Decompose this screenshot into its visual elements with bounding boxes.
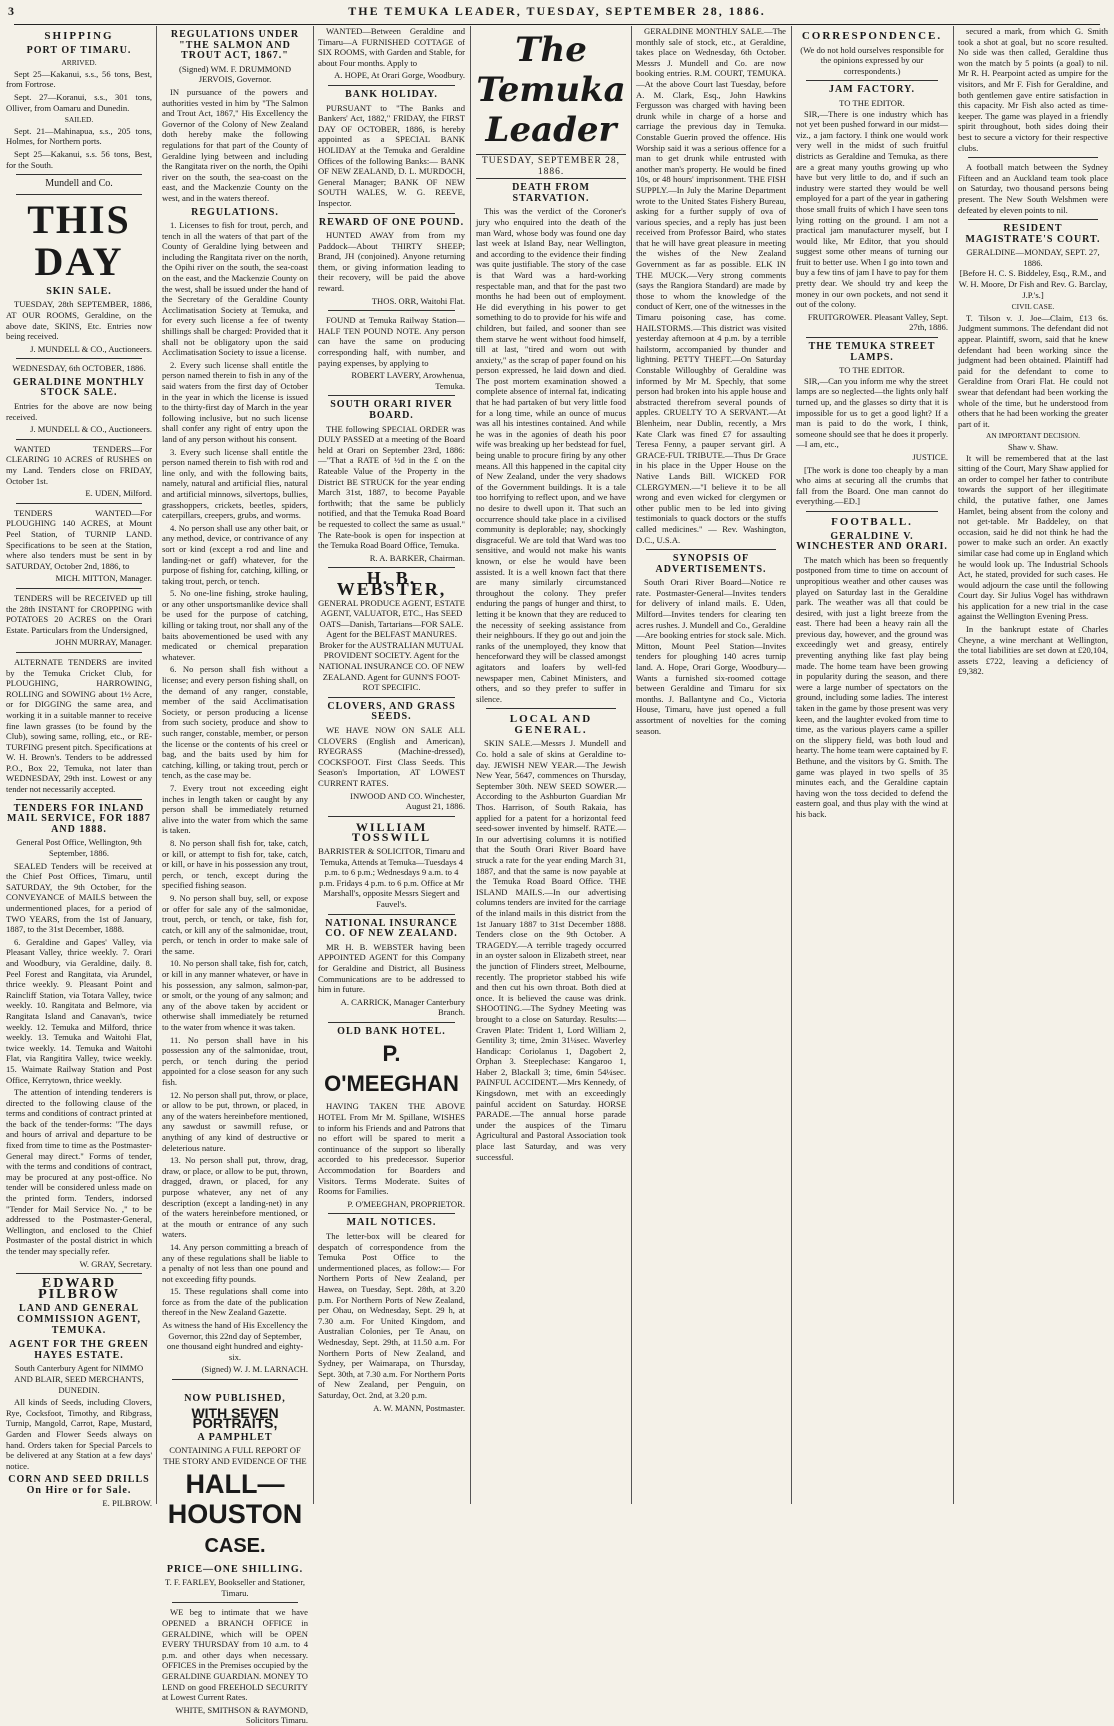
column-rule xyxy=(156,26,157,1504)
column-rule xyxy=(313,26,314,1504)
signature: W. GRAY, Secretary. xyxy=(79,1258,152,1269)
pilbrow-name: EDWARD PILBROW xyxy=(38,1276,120,1302)
rm-court-date: GERALDINE—MONDAY, SEPT. 27, 1886. xyxy=(966,247,1100,268)
omeeghan-heading: P. O'MEEGHAN xyxy=(324,1041,459,1097)
webster-heading: H. B. WEBSTER, xyxy=(336,568,447,599)
football-text-continued: A football match between the Sydney Fifteen and an Auckland team took place on Saturday, two thousand persons being present. The New South Welshmen were defeated by eleven points to nil. xyxy=(958,162,1108,215)
lamps-text: SIR,—Can you inform me why the street lamps are so neglected—the lights only half turned up, and the glasses so dirty that it is impossible for us to get a good light? If a man is paid to do the work, I think, someone should see that he does it properly.—I am, etc., xyxy=(796,375,948,450)
tosswill-text: BARRISTER & SOLICITOR, Timaru and Temuka, Attends at Temuka—Tuesdays 4 p.m. to 6 p.m.; Wednesdays 9 a.m. to 4 p.m. Fridays 4 p.m. to 6 p.m. Office at Mr Marshall's, opposite Messrs Siegert and Fauvel's. xyxy=(318,845,465,909)
decision-label: AN IMPORTANT DECISION. xyxy=(985,431,1081,441)
divider xyxy=(328,1022,455,1023)
signature: A. CARRICK, Manager Canterbury Branch. xyxy=(340,996,465,1018)
column-5 xyxy=(636,26,786,1506)
signature: A. HOPE, At Orari Gorge, Woodbury. xyxy=(334,70,465,81)
column-7 xyxy=(958,26,1108,1506)
divider xyxy=(16,503,142,504)
signature: R. A. BARKER, Chairman. xyxy=(369,552,465,563)
bank-holiday-heading: BANK HOLIDAY. xyxy=(345,88,438,100)
signature: MICH. MITTON, Manager. xyxy=(55,573,152,584)
now-published: NOW PUBLISHED, xyxy=(184,1393,286,1405)
jam-text: SIR,—There is one industry which has not yet been pushed forward in our midst—viz., a jam factory. I think one would work very well in the midst of such fruitful districts as Geraldine and Temuka, as there are a great many youths growing up who have but very little to do, and if such an industry were started they would be well employed for a part of the year in gathering those small fruits of which I have seen tons lying rotting on the ground. I am not a practical jam manufacturer myself, but I would like, Mr Editor, that you should suggest some other means of turning our fruit to better use. When I go into town and buy a few tins of jam I have to pay for them pretty dear. We should try and keep the money in our own pockets, and not send it out of the colony. xyxy=(796,108,948,310)
column-3 xyxy=(318,26,465,1506)
pamphlet-heading: A PAMPHLET xyxy=(197,1431,273,1443)
arrived-label: ARRIVED. xyxy=(61,58,97,68)
divider xyxy=(16,439,142,440)
jam-heading: JAM FACTORY. xyxy=(829,84,915,96)
column-rule xyxy=(953,26,954,1504)
match-heading: GERALDINE V. WINCHESTER AND ORARI. xyxy=(796,530,948,553)
wanted-notice: WANTED—Between Geraldine and Timaru—A FURNISHED COTTAGE of SIX ROOMS, with Garden and Stable, for about Four months. Apply to xyxy=(318,26,465,68)
divider xyxy=(16,174,142,175)
divider xyxy=(328,395,455,396)
signed-line: (Signed) WM. F. DRUMMOND JERVOIS, Governor. xyxy=(178,63,292,85)
signature: ROBERT LAVERY, Arowhenua, Temuka. xyxy=(351,370,465,391)
witness: As witness the hand of His Excellency the Governor, this 22nd day of September, one thousand eight hundred and eighty-six. xyxy=(162,1320,308,1362)
decision-subtitle: Shaw v. Shaw. xyxy=(1008,441,1058,452)
tosswill-heading: WILLIAM TOSSWILL xyxy=(351,819,432,845)
this-day-heading: THIS DAY xyxy=(27,196,131,284)
signature: E. UDEN, Milford. xyxy=(85,488,152,499)
regulation: 15. These regulations shall come into force as from the date of the publication thereof in the New Zealand Gazette. xyxy=(162,1286,308,1318)
tender-notice: TENDERS will be RECEIVED up till the 28th INSTANT for CROPPING with POTATOES 20 ACRES on the Orari Estate. Particulars from the Undersigned, xyxy=(6,592,152,635)
regulation: 8. No person shall fish for, take, catch, or kill, or attempt to fish for, take, catch, or kill, or have in his possession any trout, perch, or tench, except during the specified fishing season. xyxy=(162,837,308,891)
column-1 xyxy=(6,26,152,1509)
editorial-dateline: TUESDAY, SEPTEMBER 28, 1886. xyxy=(476,154,626,179)
starvation-heading: DEATH FROM STARVATION. xyxy=(512,182,590,204)
date-line: WEDNESDAY, 6th OCTOBER, 1886. xyxy=(12,363,146,374)
signature: JOHN MURRAY, Manager. xyxy=(55,637,152,648)
synopsis-heading: SYNOPSIS OF ADVERTISEMENTS. xyxy=(655,553,767,575)
signature: P. O'MEEGHAN, PROPRIETOR. xyxy=(347,1198,465,1209)
regulation: 5. No one-line fishing, stroke hauling, or any other unsportsmanlike device shall be used for the purpose of catching, killing or taking trout, nor shall any of the baits abovementioned be used with any medicated or chemical preparation whatever. xyxy=(162,588,308,662)
regulations-intro: IN pursuance of the powers and authorities vested in him by "The Salmon and Trout Act, 1867," His Excellency the Governor of the Colony of New Zealand doth hereby make the following regulations for that part of the County of Geraldine lying between and including the Rangitata river on the north, the Opihi river on the south, the sea-coast on the east, and the Mackenzie County on the west, and in the waters thereof. xyxy=(162,86,308,203)
regulation: 7. Every trout not exceeding eight inches in length taken or caught by any person shall be immediately returned alive into the water from which the same is taken. xyxy=(162,782,308,836)
divider xyxy=(968,219,1098,220)
football-heading: FOOTBALL. xyxy=(831,515,913,528)
to-editor: TO THE EDITOR. xyxy=(839,97,905,108)
divider xyxy=(806,511,938,512)
divider xyxy=(16,1273,142,1274)
football-text: The match which has been so frequently postponed from time to time on account of unpropitious weather and other causes was played on Saturday last in the Geraldine park. The weather was all that could be desired, with just a light breeze from the east. There had been a heavy rain all the previous day, however, and the ground was exceedingly wet and greasy, entirely preventing anything like fast play being made. The home team have been growing in popularity during the season, and there were a large number of spectators on the ground, including some ladies. The interest taken in the game by those present was very keen, and the laughter evoked from time to time, as the various players came a spiller on the slippery field, was both loud and hearty. The home team were captained by F. Bethune, and the visitors by G. Smith. The game was played in two spells of 35 minutes each, and the Geraldine captain having won the toss decided to defend the eastern goal, and thus play with the wind at his back. xyxy=(796,554,948,819)
rm-court-heading: RESIDENT MAGISTRATE'S COURT. xyxy=(965,223,1101,245)
signature: THOS. ORR, Waitohi Flat. xyxy=(371,295,465,306)
departure: Sept. 21—Mahinapua, s.s., 205 tons, Holmes, for Northern ports. xyxy=(6,125,152,147)
arrival: Sept 25—Kakanui, s.s., 56 tons, Best, from Fortrose. xyxy=(6,68,152,90)
masthead-title: THE TEMUKA LEADER, TUESDAY, SEPTEMBER 28, 1886. xyxy=(348,4,766,18)
shipping-heading: SHIPPING xyxy=(44,30,114,42)
mail-text: SEALED Tenders will be received at the Chief Post Offices, Timaru, until SATURDAY, the 9th October, for the CONVEYANCE of MAILS between the undermentioned places, for a period of TWO YEARS, from the 1st of January, 1887, to the 31st December, 1888. xyxy=(6,860,152,935)
regulation: 1. Licenses to fish for trout, perch, and tench in all the waters of that part of the County of Geraldine lying between and including the Rangitata river on the north, the Opihi river on the south, the sea-coast on the east, and the Mackenzie County on the west, shall be issued under the hand of the Secretary of the Geraldine County Acclimatisation Society at Temuka, and for every such license a fee of twenty shillings shall be charged: Provided that it shall not be obligatory upon the said Acclimatisation Society to issue a license. xyxy=(162,220,308,358)
regulation: 2. Every such license shall entitle the person named therein to fish in any of the said waters from the first day of October in the year in which the license is issued to the thirty-first day of March in the year following inclusive, but no such license shall confer any right of entry upon the land of any person without his consent. xyxy=(162,359,308,444)
starvation-text: This was the verdict of the Coroner's jury who enquired into the death of the man Ward, whose body was found one day last week at Island Bay, near Wellington, and according to the evidence their finding was quite justifiable. The story of the case is that Ward was a hard-working respectable man, and that for the past two months he had been out of employment. He did everything in his power to get something to do to provide for his wife and children, but failed, and sooner than see them starve he went without food himself, till at last, "tired and worn out with anxiety," as the scrap of paper found on his person expressed, he laid down and died. The post mortem examination showed a complete absence of internal fat, indicating that he had partaken of but very little food for a long time, while an ounce of mucus was all his intestines contained. And while he was in the agonies of death his poor wife was breaking up her bedstead for fuel, being unable to procure firing by any other means. All this happened in the capital city of New Zealand, under the very shadows of the Government buildings. It is a tale too horrifying to reflect upon, and we have no desire to dwell upon it. That such an occurrence should take place in a civilised community is deplorable; nay, shockingly disgraceful. We are told that Ward was too sensitive, and would not make his wants known, or else he would have been assisted. It is a well known fact that there are many similarly circumstanced throughout the colony. They prefer enduring the pangs of hunger and thirst, to letting it be known that they are reduced to the necessity of seeking assistance from their neighbours. If they go out and join the ranks of the unemployed, they know that henceforward they will be classed amongst agitators and loafers by well-fed newspaper men, Cabinet Ministers, and others, and so they prefer to suffer in silence. xyxy=(476,206,626,704)
paper-title: The Temuka Leader xyxy=(476,30,626,150)
lamps-heading: THE TEMUKA STREET LAMPS. xyxy=(808,341,936,363)
divider xyxy=(806,80,938,81)
signature: (Signed) W. J. M. LARNACH. xyxy=(201,1364,308,1375)
mail-routes: 6. Geraldine and Gapes' Valley, via Pleasant Valley, thrice weekly. 7. Orari and Woodbury, via Geraldine, daily. 8. Peel Forest and Rangitata, via Arundel, thrice weekly. 9. Pleasant Point and Raincliff Station, via Totara Valley, twice weekly. 10. Rangitata and Belmore, via Rangitata Island and Canavan's, twice weekly. 12. Temuka and Milford, thrice weekly. 13. Temuka and Waitohi Flat, twice weekly. 14. Temuka and Waitohi Flat, via Rangitira Valley, twice weekly. 15. Waimate Railway Station and Post Office, Kerrytown, thrice weekly. xyxy=(6,936,152,1085)
synopsis-text: South Orari River Board—Notice re rate. Postmaster-General—Invites tenders for delivery of inland mails. E. Uden, Milford—Invites tenders for clearing ten acres rushes. J. Mundell and Co., Geraldine—Are booking entries for stock sale. Mich. Mitton, Mount Peel Station—Invites tenders for ploughing 140 acres turnip land. A. Hope, Orari Gorge, Woodbury—Wants a furnished six-roomed cottage between Geraldine and Timaru for six months. J. Ballantyne and Co., Victoria House, Timaru, have just opened a full assortment of novelties for the coming season. xyxy=(636,577,786,736)
divider xyxy=(16,358,142,359)
pilbrow-agent: AGENT FOR THE GREEN HAYES ESTATE. xyxy=(9,1339,149,1361)
column-6 xyxy=(796,26,948,1506)
signature: J. MUNDELL & CO., Auctioneers. xyxy=(30,343,152,354)
column-rule xyxy=(470,26,471,1504)
signature: JUSTICE. xyxy=(912,451,948,462)
divider xyxy=(328,213,455,214)
divider xyxy=(16,799,142,800)
clovers-text: WE HAVE NOW ON SALE ALL CLOVERS (English and American), RYEGRASS (Machine-dressed), COCKSFOOT. First Class Seeds. This Season's Importation, AT LOWEST CURRENT RATES. xyxy=(318,725,465,788)
local-text: SKIN SALE.—Messrs J. Mundell and Co. hold a sale of skins at Geraldine to-day. JEWISH NEW YEAR.—The Jewish New Year, 5647, commences on Thursday, September 30th. NEW SEED SOWER.—According to the Ashburton Guardian Mr Thos. Harrison, of South Rakaia, has applied for a patent for a horizontal feed seed-sower invented by himself. RATE.—In our advertising columns it is notified that the South Orari River Board have struck a rate for the year ending March 31, 1887, and that the same is now payable at the Temuka Road Board Office. THE ISLAND MAILS.—In our advertising columns tenders are invited for the carriage of the inland mails in this district from the 1st January 1887 to 31st December 1888. Tenders close on the 9th October. A TRAGEDY.—A terrible tragedy occurred in an oyster saloon in Elizabeth street, near the junction of Flinders street, Melbourne, recently. The proprietor stabbed his wife and then cut his own throat. Both died at once. It is believed the cause was drink. SHOOTING.—The Sydney Meeting was brought to a close on Saturday. Results:—Craven Plate: Trident 1, Lord William 2, Gentility 3; time, 2min 31¼sec. Waverley Handicap: Coriolanus 1, Dagobert 2, Orphan 3. Steeplechase: Kangaroo 1, Haber 2, Blackall 3; time, 6min 54¼sec. PAINFUL ACCIDENT.—Mrs Kennedy, of Kingsdown, met with an exceedingly painful accident on Saturday. HORSE PARADE.—The annual horse parade under the auspices of the Timaru Agricultural and Pastoral Association took place last Saturday, and was very successful. xyxy=(476,738,626,1162)
webster-text: GENERAL PRODUCE AGENT, ESTATE AGENT, VALUATOR, ETC., Has SEED OATS—Danish, Tartarians—FOR SALE. Agent for the BELFAST MANURES. Broker for the AUSTRALIAN MUTUAL PROVIDENT SOCIETY. Agent for the NATIONAL INSURANCE CO. OF NEW ZEALAND. Agent for GUNN'S FOOT-ROT SPECIFIC. xyxy=(318,597,465,693)
divider xyxy=(172,1602,298,1603)
signature: INWOOD AND CO. Winchester, August 21, 1886. xyxy=(350,790,465,812)
divider xyxy=(328,914,455,915)
reward-heading: REWARD OF ONE POUND. xyxy=(318,216,465,228)
to-editor: TO THE EDITOR. xyxy=(839,365,905,376)
insurance-heading: NATIONAL INSURANCE CO. OF NEW ZEALAND. xyxy=(325,917,458,940)
masthead xyxy=(0,0,1114,22)
divider xyxy=(968,157,1098,158)
stock-sale-text: Entries for the above are now being received. xyxy=(6,401,152,422)
regulations-heading: REGULATIONS UNDER "THE SALMON AND TROUT ACT, 1867." xyxy=(170,29,300,62)
divider xyxy=(328,85,455,86)
regulation: 13. No person shall put, throw, drag, draw, or place, or allow to be put, thrown, dragged, drawn, or placed, for any purpose whatever, any net of any description (except a landing-net) in any of the waters hereinbefore mentioned, or at the mouth or entrance of any such waters. xyxy=(162,1155,308,1240)
regulation: 12. No person shall put, throw, or place, or allow to be put, thrown, or placed, in any of the waters hereinbefore mentioned, any sawdust or sawmill refuse, or anything of any kind of destructive or deleterious nature. xyxy=(162,1089,308,1153)
divider xyxy=(328,697,455,698)
signature: A. W. MANN, Postmaster. xyxy=(373,1402,465,1413)
regulation: 4. No person shall use any other bait, or any method, device, or contrivance of any sort or kind (except a rod and line and landing-net or gaff) whatever, for the purpose of fishing for, catching, killing, or taking trout, perch, or tench. xyxy=(162,522,308,586)
found-notice: FOUND at Temuka Railway Station—HALF TEN POUND NOTE. Any person can have the same on producing corresponding half, with number, and paying expenses, by applying to xyxy=(318,315,465,368)
tender-notice: TENDERS WANTED—For PLOUGHING 140 ACRES, at Mount Peel Station, of TURNIP LAND. Specifications to be seen at the Station, where also tenders must be sent in by SATURDAY, October 2nd, 1886, to xyxy=(6,507,152,571)
hotel-text: HAVING TAKEN THE ABOVE HOTEL From Mr M. Spillane, WISHES to inform his Friends and and Patrons that no effort will be spared to merit a continuance of the support so liberally accorded to his predecessor. Superior Accommodation for Boarders and Visitors. Terms Moderate. Suites of Rooms for Families. xyxy=(318,1101,465,1197)
port-heading: PORT OF TIMARU. xyxy=(26,44,132,56)
regulation: 10. No person shall take, fish for, catch, or kill in any manner whatever, or have in his possession, any salmon, salmon-par, or smolt, or the young of any salmon; and any of the above taken by accident or otherwise shall immediately be returned to the water from whence it was taken. xyxy=(162,958,308,1033)
mail-notices-heading: MAIL NOTICES. xyxy=(346,1217,437,1229)
regulation: 3. Every such license shall entitle the person named therein to fish with rod and line only, and with the following baits, namely, natural and artificial flies, natural and artificial minnows, silvertops, bullies, grasshoppers, crickets, beetles, spiders, caterpillars, creepers, grubs, and worms. xyxy=(162,446,308,521)
firm-name: Mundell and Co. xyxy=(45,178,113,190)
insurance-text: MR H. B. WEBSTER having been APPOINTED AGENT for this Company for Geraldine and District, all Business Communications are to be addressed to him in future. xyxy=(318,941,465,995)
reward-text: HUNTED AWAY from from my Paddock—About THIRTY SHEEP; Brand, JH (conjoined). Anyone returning them, or giving information leading to their recovery, will be paid the above reward. xyxy=(318,230,465,294)
mail-office: General Post Office, Wellington, 9th September, 1886. xyxy=(16,837,142,859)
departure: Sept 25—Kakanui, s.s. 56 tons, Best, for the South. xyxy=(6,148,152,170)
page-number: 3 xyxy=(8,4,14,18)
divider xyxy=(486,708,616,709)
divider xyxy=(328,816,455,817)
pilbrow-text: All kinds of Seeds, including Clovers, Rye, Cocksfoot, Timothy, and Ribgrass, Turnip, Mangold, Carrot, Rape, Mustard, Garden and Flower Seeds always on hand. Orders taken for Special Parcels to be delivered at any Station at a few days' notice. xyxy=(6,1397,152,1471)
divider xyxy=(328,1213,455,1214)
drills-heading: CORN AND SEED DRILLS On Hire or for Sale. xyxy=(8,1474,150,1496)
skin-sale-heading: SKIN SALE. xyxy=(46,285,112,297)
column-rule xyxy=(791,26,792,1504)
football-text-continued: secured a mark, from which G. Smith took a shot at goal, but no score resulted. No side was then called, Geraldine thus won the match by 5 points (a goal) to nil. Mr R. H. Pearpoint acted as umpire for the visitors, and Mr F. Fish for Geraldine, and both gentlemen gave entire satisfaction in this capacity. Mr Fish also acted as time-keeper. The game was played in a friendly spirit throughout, both sides doing their best to secure a victory for their respective clubs. xyxy=(958,26,1108,153)
river-board-heading: SOUTH ORARI RIVER BOARD. xyxy=(330,399,453,421)
divider xyxy=(328,310,455,311)
signature: J. MUNDELL & CO., Auctioneers. xyxy=(30,424,152,435)
bank-holiday-text: PURSUANT to "The Banks and Bankers' Act, 1882," FRIDAY, the FIRST DAY OF OCTOBER, 1886, is hereby appointed as a SPECIAL BANK HOLIDAY at the Temuka and Geraldine Offices of the following Banks:— BANK OF NEW ZEALAND, D. L. MURDOCH, General Manager; BANK OF NEW SOUTH WALES, W. G. REEVE, Inspector. xyxy=(318,102,465,208)
local-text-continued: GERALDINE MONTHLY SALE.—The monthly sale of stock, etc., at Geraldine, takes place on Wednesday, 6th October. Messrs J. Mundell and Co. are now booking entries. R.M. COURT, TEMUKA.—At the above Court last Tuesday, before A. M. Clark, Esq., John Hawkins Fergusson was charged with having been drunk while in charge of a horse and carriage the previous day in Temuka. Constable Guerin proved the offence. His Worship said it was a serious offence for a man to get drunk while entrusted with another man's property. He would be fined 10s, or 48 hours' imprisonment. THE FISH SUPPLY.—In July the Marine Department wrote to the United States Fishery Bureau, asking for a further supply of ova of various species, and a reply has just been received from Professor Baird, who states that he will have great pleasure in meeting the wishes of the New Zealand Government as far as possible. ELK IN THE MUCK.—Very strong comments (says the Rangiora Standard) are made by those to whom the knowledge of the conduct of Kerr, one of the witnesses in the Timaru poisoning case, has come. HAILSTORMS.—This district was visited yesterday afternoon at 4 p.m. by a terrible hailstorm, accompanied by thunder and lightning. PETTY THEFT.—On Saturday Constable Willoughby of Geraldine was informed by Mr M. Spechly, that some person had broken into his apple house and abstracted therefrom several pounds of apples. CRUELTY TO A SERVANT.—At Blenheim, near Dublin, recently, a Mrs Kate Clark was fined £7 for assaulting Teresa Fenny, a pauper servant girl. A GRACE-FUL TRIBUTE.—Thus Dr Grace in his place in the Upper House on the Native Lands Bill. WICKED FOR CLERGYMEN.—"I believe it to be all wrong and even wicked for clergymen or other public men to be led into giving testimonials to quack doctors or the stuffs called medicines." — Rev. Washington, D.C., U.S.A. xyxy=(636,26,786,545)
mail-text: The attention of intending tenderers is directed to the following clause of the terms and conditions of contract printed at the back of the tender-forms: "The days and hours of arrival and departure to be fixed from time to time as the Postmaster-General may direct." Forms of tender, with the terms and conditions of contract, may be procured at any post-office. No tender will be considered unless made on the printed form. Tenders, indorsed "Tender for Mail Service No. ," to be addressed to the Postmaster-General, Wellington, and enclosed to the Chief Postmaster of the postal district in which the tender may specially refer. xyxy=(6,1087,152,1256)
rm-court-bench: [Before H. C. S. Biddeley, Esq., R.M., and W. H. Moore, Dr Fish and Rev. G. Barclay, J.P.'s.] xyxy=(958,268,1108,300)
divider xyxy=(16,652,142,653)
regulation: 11. No person shall have in his possession any of the salmonidae, trout, perch, or tench during the period appointed for a close season for any such fish. xyxy=(162,1034,308,1087)
bankrupt-text: In the bankrupt estate of Charles Cheyne, a wine merchant at Wellington, the total liabilities are set down at £20,104, assets £722, leaving a deficiency of £9,382. xyxy=(958,624,1108,677)
divider xyxy=(806,337,938,338)
sailed-label: SAILED. xyxy=(64,115,94,125)
regulations-title: REGULATIONS. xyxy=(191,206,279,218)
branch-notice: WE beg to intimate that we have OPENED a BRANCH OFFICE in GERALDINE, which will be OPEN EVERY THURSDAY from 10 a.m. to 4 p.m. and other days when necessary. OFFICES in the Premises occupied by the GERALDINE GUARDIAN. MONEY TO LEND on good FREEHOLD SECURITY at Lowest Current Rates. xyxy=(162,1607,308,1703)
decision-text: It will be remembered that at the last sitting of the Court, Mary Shaw applied for an order to compel her father to contribute towards the support of her illegitimate child, the putative father, one James Hamlet, being absent from the colony and not get-table. Mr Baddeley, on that occasion, said he did not think he had the power to make such an order. An exactly similar case had come up in England which he would look up. The Industrial Schools Act, he stated, provided for such cases. He would adjourn the case until the following Court day. Sir Julius Vogel has withdrawn his application for a new trial in the case against the Wellington Evening Press. xyxy=(958,452,1108,622)
mail-tender-heading: TENDERS FOR INLAND MAIL SERVICE, FOR 1887 AND 1888. xyxy=(7,802,151,835)
portraits-heading: WITH SEVEN PORTRAITS, xyxy=(191,1404,279,1432)
rm-court-text: T. Tilson v. J. Joe—Claim, £13 6s. Judgment summons. The defendant did not appear. Plaintiff, sworn, said that he knew defendant had been working since the judgment had been obtained. Plaintiff had paid for the defendant to come to Geraldine from Orari Flat. He could not swear that defendant had been working the whole of the time, but he understood from others that he had been working the greater part of it. xyxy=(958,312,1108,429)
pilbrow-nimmo: South Canterbury Agent for NIMMO AND BLAIR, SEED MERCHANTS, DUNEDIN. xyxy=(14,1363,144,1395)
tender-notice: WANTED TENDERS—For CLEARING 10 ACRES of RUSHES on my Land. Tenders close on FRIDAY, October 1st. xyxy=(6,443,152,486)
case-heading: CASE. xyxy=(204,1534,266,1557)
regulation: 14. Any person committing a breach of any of these regulations shall be liable to a penalty of not less than one pound and not exceeding fifty pounds. xyxy=(162,1241,308,1284)
mail-notices-text: The letter-box will be cleared for despatch of correspondence from the Temuka Post Office to the undermentioned places, as follow:— For Northern Ports of New Zealand, per Hawea, on Tuesday, Sept. 28th, at 3.20 p.m. For Northern Ports of New Zealand, per Ohau, on Wednesday, Sept. 29 h, at 7.30 a.m. For United Kingdom, and Australian Colonies, per Te Anau, on Wednesday, Sept. 29th, at 11.50 a.m. For Northern Ports of New Zealand, and Sydney, per Waimarapa, on Thursday, Sept. 30th, at 7.30 a.m. For Northern Ports of New Zealand, per Penguin, on Saturday, Oct. 2nd, at 3.20 p.m. xyxy=(318,1231,465,1400)
local-heading: LOCAL AND GENERAL. xyxy=(509,713,593,736)
stock-sale-heading: GERALDINE MONTHLY STOCK SALE. xyxy=(13,376,145,399)
signature: FRUITGROWER. Pleasant Valley, Sept. 27th, 1886. xyxy=(807,311,948,333)
correspondence-note: (We do not hold ourselves responsible for the opinions expressed by our correspondents.) xyxy=(800,44,944,76)
arrival: Sept. 27—Koranui, s.s., 301 tons, Olliver, from Oamaru and Dunedin. xyxy=(6,91,152,113)
tender-notice: ALTERNATE TENDERS are invited by the Temuka Cricket Club, for PLOUGHING, HARROWING, ROLLING and SOWING about 1½ Acre, or for DIGGING the same area, and working it in a suitable manner to receive fine lawn grasses (to be found by the Club), sowing same, rolling, etc., or RE-TURFING present pitch. Specifications at W. H. Brown's. Tenders to be addressed P.O., Box 22, Temuka, not later than WEDNESDAY, 29th inst. Lowest or any tender not necessarily accepted. xyxy=(6,656,152,795)
masthead-rule xyxy=(14,24,1100,25)
column-4 xyxy=(476,26,626,1506)
pilbrow-line: LAND AND GENERAL COMMISSION AGENT, TEMUKA. xyxy=(16,1303,142,1336)
farley: T. F. FARLEY, Bookseller and Stationer, Timaru. xyxy=(164,1577,306,1598)
correspondence-heading: CORRESPONDENCE. xyxy=(801,30,943,42)
clovers-heading: CLOVERS, AND GRASS SEEDS. xyxy=(327,700,456,723)
river-board-text: THE following SPECIAL ORDER was DULY PASSED at a meeting of the Board held at Orari on September 23rd, 1886:—"That a RATE of ½d in the £ on the Rateable Value of the Property in the District BE STRUCK for the year ending March 31st, 1887, to become Payable forthwith; that the same be publicly notified, and that the Temuka Road Board be requested to collect the same as usual." The Rate-book is open for inspection at the Temuka Road Board Office, Temuka. xyxy=(318,423,465,551)
pamphlet-text: CONTAINING A FULL REPORT OF THE STORY AND EVIDENCE OF THE xyxy=(163,1445,307,1466)
regulation: 6. No person shall fish without a license; and every person fishing shall, on the demand of any ranger, constable, member of the said Acclimatisation Society, or person producing a license from such society, produce and show to such ranger, constable, member, or person the license or the contents of his creel or bag, and the baits used by him for catching, killing, or taking trout, perch or tench, as the case may be. xyxy=(162,664,308,781)
skin-sale-text: TUESDAY, 28th SEPTEMBER, 1886, AT OUR ROOMS, Geraldine, on the above date, SKINS, Etc. Entries now being received. xyxy=(6,299,152,342)
divider xyxy=(646,549,776,550)
divider xyxy=(16,588,142,589)
hotel-heading: OLD BANK HOTEL. xyxy=(337,1025,446,1037)
price: PRICE—ONE SHILLING. xyxy=(166,1563,304,1575)
signature: WHITE, SMITHSON & RAYMOND, Solicitors Timaru. xyxy=(175,1704,308,1726)
divider xyxy=(172,1379,298,1380)
editor-note: [The work is done too cheaply by a man who aims at securing all the crumbs that fall from the Board. One man cannot do everything.—ED.] xyxy=(796,464,948,507)
signature: E. PILBROW. xyxy=(102,1498,152,1509)
civil-case-label: CIVIL CASE. xyxy=(1011,302,1055,312)
hall-houston: HALL—HOUSTON xyxy=(167,1468,303,1529)
regulation: 9. No person shall buy, sell, or expose or offer for sale any of the salmonidae, trout, perch, or tench, or take, fish for, catch, or kill any of the salmonidae, trout, perch, or tench in order to make sale of the same. xyxy=(162,892,308,956)
column-rule xyxy=(631,26,632,1504)
divider xyxy=(16,194,142,195)
column-2 xyxy=(162,26,308,1726)
